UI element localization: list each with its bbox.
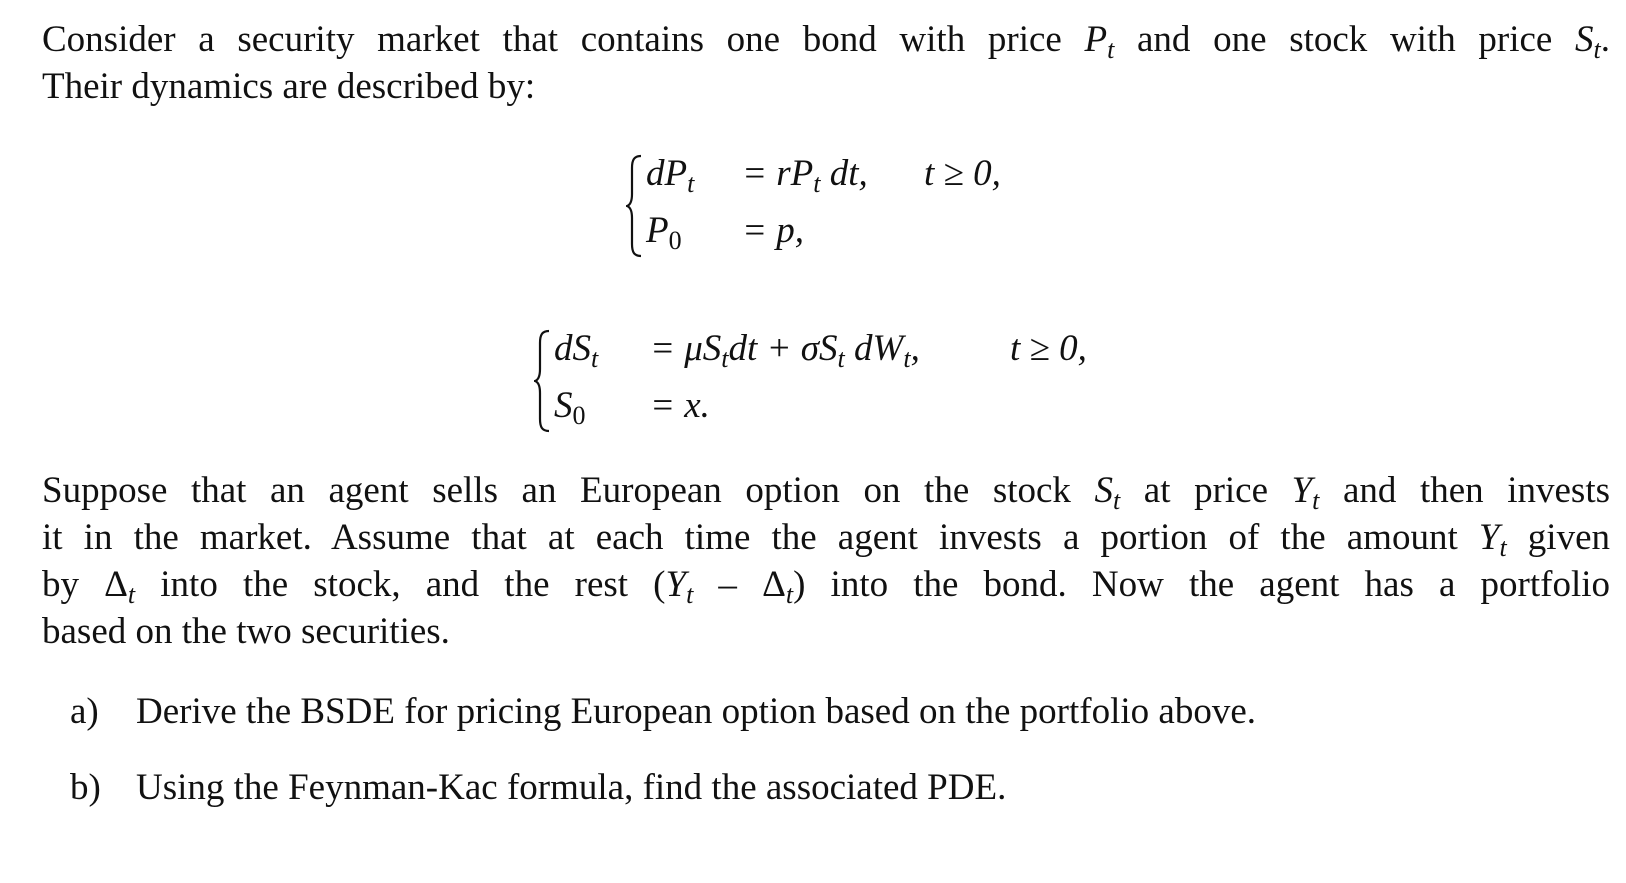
stock-initial xyxy=(554,384,586,428)
setup-text: into the stock, and the rest ( xyxy=(135,564,666,605)
Delta-symbol: Δ xyxy=(762,564,786,605)
sigma-S-term: dt + σS xyxy=(728,328,838,369)
bond-initial xyxy=(646,209,682,253)
stock-differential xyxy=(554,327,598,371)
time-condition: t ≥ 0, xyxy=(1010,328,1087,369)
setup-text: by xyxy=(42,564,105,605)
dW-term: dW xyxy=(844,328,904,369)
S-symbol: S xyxy=(1094,470,1113,511)
minus-sign: – xyxy=(693,564,763,605)
mu-S-term: = μS xyxy=(650,328,722,369)
subscript-t: t xyxy=(686,580,694,609)
left-brace-icon xyxy=(626,154,644,258)
setup-line-4: based on the two securities. xyxy=(42,611,450,652)
subscript-t: t xyxy=(1499,533,1507,562)
setup-paragraph xyxy=(42,467,1610,655)
setup-line-2 xyxy=(42,514,1610,561)
subscript-t: t xyxy=(903,344,911,373)
setup-text: at price xyxy=(1120,470,1292,511)
Delta-symbol: Δ xyxy=(104,564,128,605)
bond-differential xyxy=(646,152,694,196)
subscript-t: t xyxy=(127,580,136,609)
setup-text: ) into the bond. Now the agent has a portfolio xyxy=(793,564,1611,605)
intro-line-2: Their dynamics are described by: xyxy=(42,66,536,107)
setup-text: and then invests xyxy=(1319,470,1611,511)
subscript-t: t xyxy=(1593,35,1601,64)
bond-drift xyxy=(742,152,868,196)
S-symbol: S xyxy=(554,385,573,426)
Y-symbol: Y xyxy=(1478,517,1500,558)
setup-text: it in the market. Assume that at each time the agent invests a portion of the amount xyxy=(42,517,1479,558)
P-symbol: P xyxy=(646,210,669,251)
subscript-t: t xyxy=(1312,486,1320,515)
intro-text-3: . xyxy=(1600,19,1611,60)
dP-term: dP xyxy=(646,153,688,194)
initial-value-x: = x. xyxy=(650,385,710,426)
rP-term: = rP xyxy=(742,153,814,194)
stock-price-symbol: S xyxy=(1575,19,1594,60)
subscript-t: t xyxy=(785,580,794,609)
comma: , xyxy=(910,328,920,369)
Y-symbol: Y xyxy=(665,564,687,605)
question-text: Using the Feynman-Kac formula, find the associated PDE. xyxy=(136,767,1007,808)
Y-symbol: Y xyxy=(1291,470,1313,511)
intro-paragraph xyxy=(42,16,1610,110)
setup-line-3 xyxy=(42,561,1610,608)
intro-text-1: Consider a security market that contains one bond with price xyxy=(42,19,1085,60)
question-text: Derive the BSDE for pricing European option based on the portfolio above. xyxy=(136,691,1256,732)
subscript-t: t xyxy=(591,344,599,373)
subscript-t: t xyxy=(837,344,845,373)
subscript-t: t xyxy=(1113,486,1121,515)
stock-sde-rhs xyxy=(650,327,920,371)
setup-text: given xyxy=(1506,517,1611,558)
question-label: a) xyxy=(70,691,99,732)
dS-term: dS xyxy=(554,328,591,369)
subscript-t: t xyxy=(1107,35,1115,64)
question-label: b) xyxy=(70,767,101,808)
subscript-t: t xyxy=(687,169,695,198)
time-condition: t ≥ 0, xyxy=(924,153,1001,194)
setup-text: Suppose that an agent sells an European option on the stock xyxy=(42,470,1095,511)
left-brace-icon xyxy=(534,329,552,433)
subscript-0: 0 xyxy=(572,401,586,430)
subscript-0: 0 xyxy=(668,226,682,255)
subscript-t: t xyxy=(813,169,821,198)
intro-line-1 xyxy=(42,16,1610,63)
setup-line-1 xyxy=(42,467,1610,514)
initial-value-p: = p, xyxy=(742,210,804,251)
subscript-t: t xyxy=(721,344,729,373)
intro-text-2: and one stock with price xyxy=(1114,19,1576,60)
dt-term: dt, xyxy=(820,153,868,194)
bond-price-symbol: P xyxy=(1084,19,1108,60)
